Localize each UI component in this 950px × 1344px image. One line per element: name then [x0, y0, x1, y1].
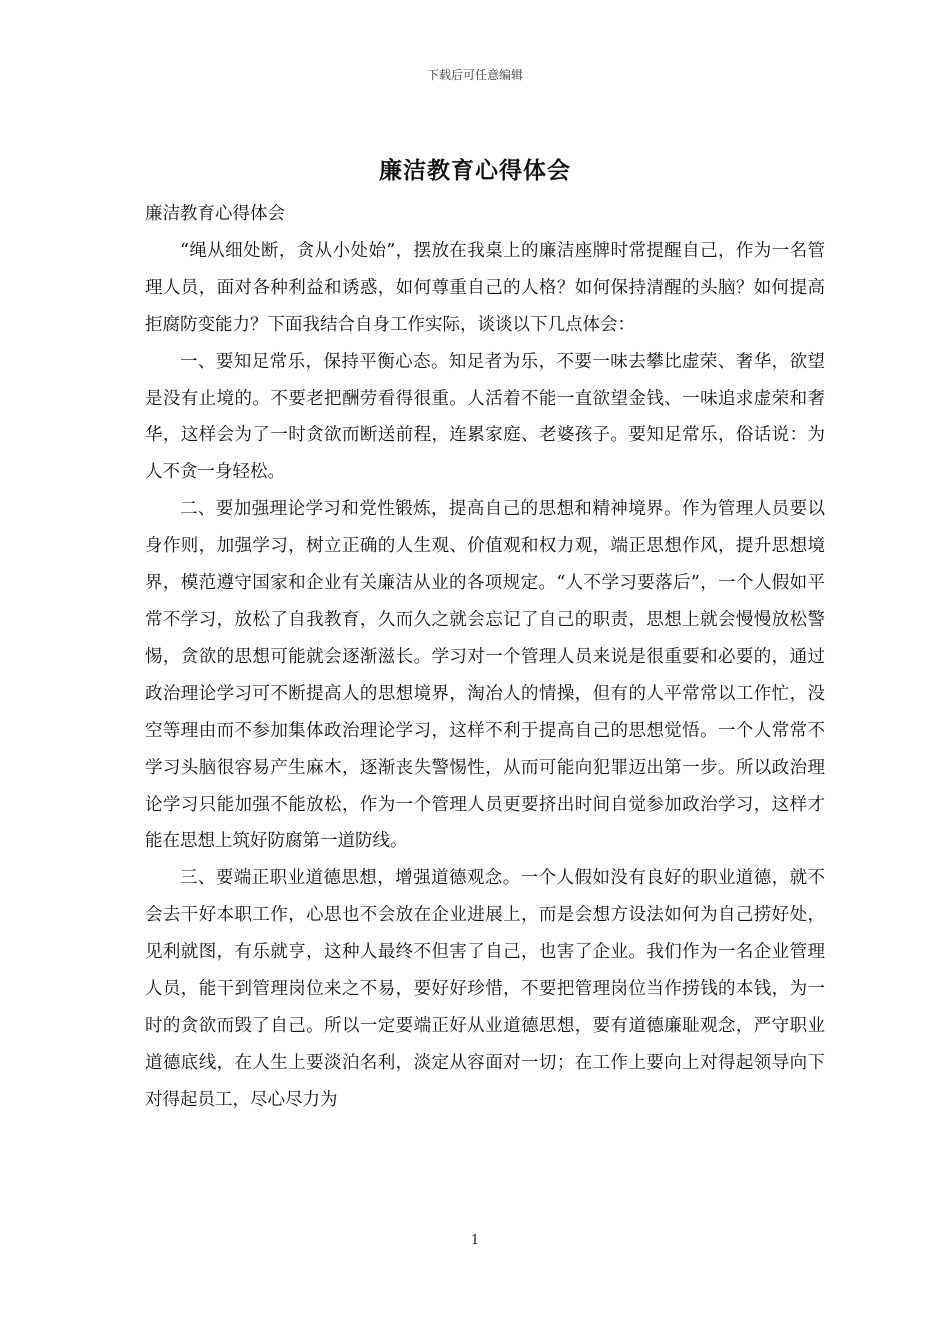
paragraph-point-three: 三、要端正职业道德思想，增强道德观念。一个人假如没有良好的职业道德，就不会去干好本职工作，心思也不会放在企业进展上，而是会想方设法如何为自己捞好处，见利就图，有乐就亨，这种人最终不但害了自己，也害了企业。我们作为一名企业管理人员，能干到管理岗位来之不易，要好好珍惜，不要把管理岗位当作捞钱的本钱，为一时的贪欲而毁了自己。所以一定要端正好从业道德思想，要有道德廉耻观念，严守职业道德底线，在人生上要淡泊名利，淡定从容面对一切；在工作上要向上对得起领导向下对得起员工，尽心尽力为 [145, 868, 825, 1110]
paragraph-point-two: 二、要加强理论学习和党性锻炼，提高自己的思想和精神境界。作为管理人员要以身作则，加强学习，树立正确的人生观、价值观和权力观，端正思想作风，提升思想境界，模范遵守国家和企业有关廉洁从业的各项规定。“人不学习要落后”，一个人假如平常不学习，放松了自我教育，久而久之就会忘记了自己的职责，思想上就会慢慢放松警惕，贪欲的思想可能就会逐渐滋长。学习对一个管理人员来说是很重要和必要的，通过政治理论学习可不断提高人的思想境界，淘冶人的情操，但有的人平常常以工作忙，没空等理由而不参加集体政治理论学习，这样不利于提高自己的思想觉悟。一个人常常不学习头脑很容易产生麻木，逐渐丧失警惕性，从而可能向犯罪迈出第一步。所以政治理论学习只能加强不能放松，作为一个管理人员更要挤出时间自觉参加政治学习，这样才能在思想上筑好防腐第一道防线。 [145, 499, 825, 852]
header-note: 下载后可任意编辑 [426, 68, 523, 82]
document-title: 廉洁教育心得体会 [379, 158, 571, 184]
document-subtitle: 廉洁教育心得体会 [145, 204, 285, 224]
paragraph-point-one: 一、要知足常乐，保持平衡心态。知足者为乐，不要一味去攀比虚荣、奢华，欲望是没有止境的。不要老把酬劳看得很重。人活着不能一直欲望金钱、一味追求虚荣和奢华，这样会为了一时贪欲而断送前程，连累家庭、老婆孩子。要知足常乐，俗话说：为人不贪一身轻松。 [145, 351, 825, 483]
paragraph-intro: “绳从细处断，贪从小处始”，摆放在我桌上的廉洁座牌时常提醒自己，作为一名管理人员，面对各种利益和诱惑，如何尊重自己的人格？如何保持清醒的头脑？如何提高拒腐防变能力？下面我结合自身工作实际，谈谈以下几点体会： [145, 240, 825, 335]
document-body [145, 196, 825, 1119]
page-number: 1 [470, 1233, 480, 1248]
